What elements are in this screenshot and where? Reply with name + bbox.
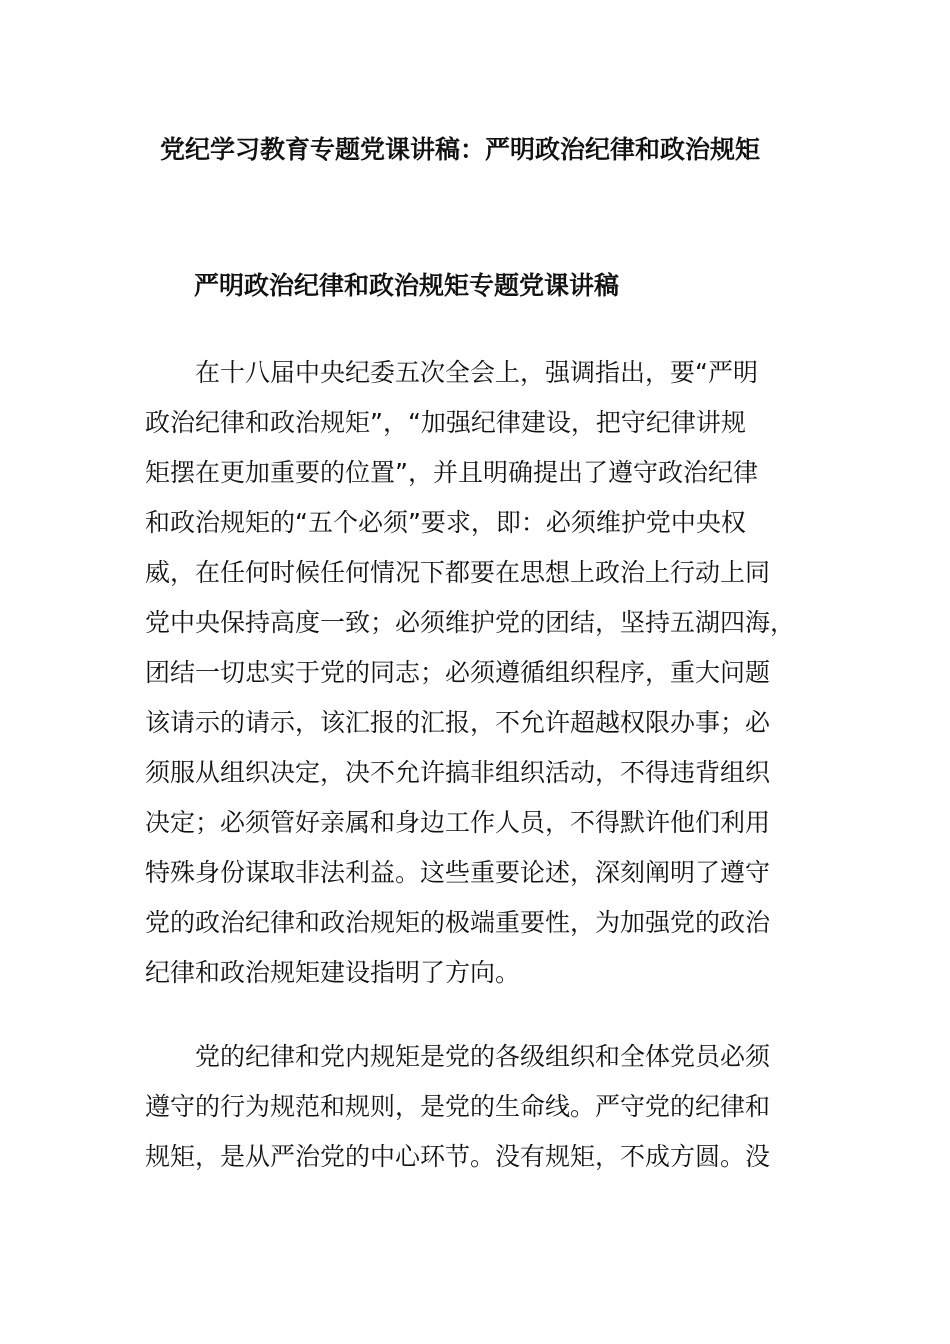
document-title: 党纪学习教育专题党课讲稿：严明政治纪律和政治规矩 [160,135,761,164]
body-paragraph [145,1032,825,1182]
paragraph-line: 规矩，是从严治党的中心环节。没有规矩，不成方圆。没 [145,1142,771,1171]
paragraph-line: 党中央保持高度一致；必须维护党的团结，坚持五湖四海， [145,608,796,637]
paragraph-line: 特殊身份谋取非法利益。这些重要论述，深刻阐明了遵守 [145,858,771,887]
section-heading: 严明政治纪律和政治规矩专题党课讲稿 [194,271,620,300]
paragraph-line: 矩摆在更加重要的位置”，并且明确提出了遵守政治纪律 [145,458,758,487]
paragraph-line: 该请示的请示，该汇报的汇报，不允许超越权限办事；必 [145,708,771,737]
paragraph-line: 威，在任何时候任何情况下都要在思想上政治上行动上同 [145,558,771,587]
paragraph-line: 党的政治纪律和政治规矩的极端重要性，为加强党的政治 [145,908,771,937]
paragraph-line: 团结一切忠实于党的同志；必须遵循组织程序，重大问题 [145,658,771,687]
paragraph-line: 政治纪律和政治规矩”，“加强纪律建设，把守纪律讲规 [145,408,746,437]
paragraph-line: 在十八届中央纪委五次全会上，强调指出，要“严明 [195,358,758,387]
paragraph-line: 和政治规矩的“五个必须”要求，即：必须维护党中央权 [145,508,746,537]
paragraph-line: 遵守的行为规范和规则，是党的生命线。严守党的纪律和 [145,1092,771,1121]
paragraph-line: 决定；必须管好亲属和身边工作人员，不得默许他们利用 [145,808,771,837]
paragraph-line: 党的纪律和党内规矩是党的各级组织和全体党员必须 [195,1042,771,1071]
paragraph-line: 须服从组织决定，决不允许搞非组织活动，不得违背组织 [145,758,771,787]
paragraph-line: 纪律和政治规矩建设指明了方向。 [145,958,521,987]
body-paragraph [145,348,825,998]
